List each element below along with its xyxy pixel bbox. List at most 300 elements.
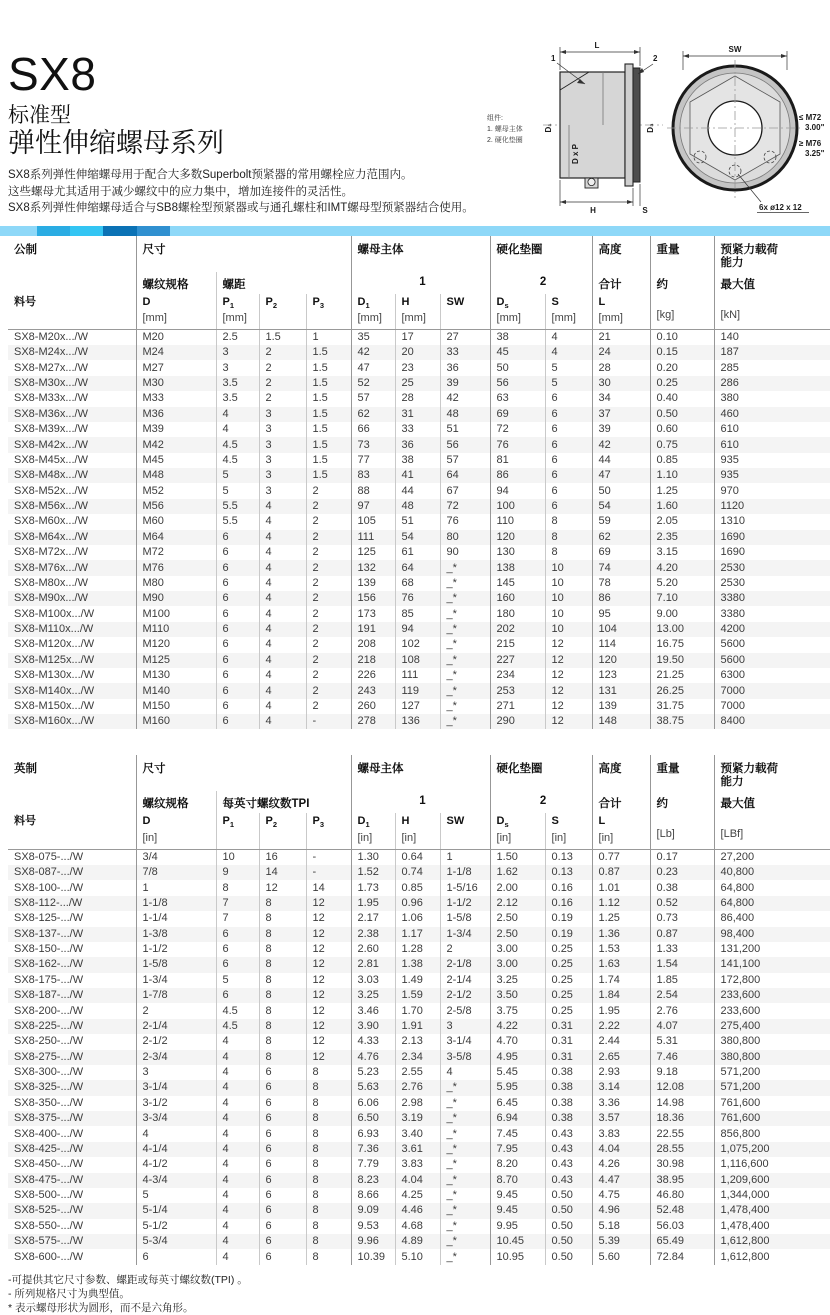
table-row xyxy=(8,637,830,652)
value-cell: 42 xyxy=(592,437,650,452)
value-cell: 120 xyxy=(490,530,545,545)
value-cell: 6 xyxy=(259,1249,306,1264)
table-row xyxy=(8,391,830,406)
subheader-nut-number: 1 xyxy=(351,791,490,813)
value-cell: 4 xyxy=(545,329,592,345)
drawing-legend-title: 组件: xyxy=(487,115,503,122)
value-cell: 290 xyxy=(490,714,545,729)
value-cell: 4.76 xyxy=(351,1050,395,1065)
value-cell: 8400 xyxy=(714,714,830,729)
part-number-cell: SX8-450-.../W xyxy=(14,1158,84,1171)
value-cell: 4 xyxy=(216,1080,259,1095)
value-cell: 1.38 xyxy=(395,957,440,972)
value-cell: M60 xyxy=(136,514,216,529)
column-header-P1: $P_1$ [mm] xyxy=(216,294,259,330)
value-cell: 278 xyxy=(351,714,395,729)
value-cell: 3-1/2 xyxy=(136,1096,216,1111)
part-number-cell: SX8-525-.../W xyxy=(14,1204,84,1217)
table-row xyxy=(8,545,830,560)
value-cell: 6 xyxy=(216,942,259,957)
value-cell: 1,344,000 xyxy=(714,1188,830,1203)
value-cell: 78 xyxy=(592,576,650,591)
value-cell: 5.39 xyxy=(592,1234,650,1249)
value-cell: 4.70 xyxy=(490,1034,545,1049)
value-cell: 0.25 xyxy=(650,376,714,391)
value-cell: 7.46 xyxy=(650,1050,714,1065)
value-cell: 80 xyxy=(440,530,490,545)
value-cell: 4 xyxy=(259,714,306,729)
value-cell: - xyxy=(306,714,351,729)
value-cell: 0.19 xyxy=(545,927,592,942)
value-cell: 0.25 xyxy=(545,988,592,1003)
drawing-legend-item1: 1. 螺母主体 xyxy=(487,126,523,133)
value-cell: 1.5 xyxy=(306,376,351,391)
table-row xyxy=(8,865,830,880)
value-cell: 28 xyxy=(395,391,440,406)
value-cell: 0.25 xyxy=(545,973,592,988)
value-cell: 2.34 xyxy=(395,1050,440,1065)
value-cell: 3 xyxy=(216,345,259,360)
group-header-size: 尺寸 xyxy=(136,236,351,272)
value-cell: 120 xyxy=(592,653,650,668)
value-cell: 0.38 xyxy=(545,1080,592,1095)
value-cell: 4 xyxy=(216,1034,259,1049)
part-number-cell: SX8-M48x.../W xyxy=(14,469,88,482)
value-cell: 6 xyxy=(259,1142,306,1157)
value-cell: 4.68 xyxy=(395,1219,440,1234)
table-row xyxy=(8,560,830,575)
value-cell: 6 xyxy=(259,1126,306,1141)
part-number-cell: SX8-550-.../W xyxy=(14,1219,84,1232)
value-cell: 253 xyxy=(490,683,545,698)
part-number-cell: SX8-M76x.../W xyxy=(14,561,88,574)
value-cell: 1-7/8 xyxy=(136,988,216,1003)
value-cell: M39 xyxy=(136,422,216,437)
value-cell: 3380 xyxy=(714,606,830,621)
value-cell: 3.46 xyxy=(351,1003,395,1018)
value-cell: 8.20 xyxy=(490,1157,545,1172)
value-cell: M140 xyxy=(136,683,216,698)
value-cell: 3 xyxy=(136,1065,216,1080)
value-cell: 5.60 xyxy=(592,1249,650,1264)
value-cell: 5.63 xyxy=(351,1080,395,1095)
value-cell: 1.5 xyxy=(306,437,351,452)
table-row xyxy=(8,849,830,865)
part-number-cell: SX8-M56x.../W xyxy=(14,500,88,512)
value-cell: 1-5/16 xyxy=(440,880,490,895)
value-cell: 0.64 xyxy=(395,849,440,865)
table-row xyxy=(8,1249,830,1264)
value-cell: 62 xyxy=(592,530,650,545)
value-cell: 2.17 xyxy=(351,911,395,926)
value-cell: 6 xyxy=(216,668,259,683)
value-cell: 4 xyxy=(216,1065,259,1080)
value-cell: _* xyxy=(440,606,490,621)
value-cell: M33 xyxy=(136,391,216,406)
value-cell: M160 xyxy=(136,714,216,729)
value-cell: 0.10 xyxy=(650,329,714,345)
value-cell: 233,600 xyxy=(714,988,830,1003)
value-cell: 1-5/8 xyxy=(440,911,490,926)
value-cell: 6 xyxy=(545,437,592,452)
value-cell: _* xyxy=(440,1234,490,1249)
part-number-cell: SX8-175-.../W xyxy=(14,973,84,986)
value-cell: 6 xyxy=(259,1188,306,1203)
value-cell: 8 xyxy=(545,530,592,545)
value-cell: 5.23 xyxy=(351,1065,395,1080)
value-cell: 1-5/8 xyxy=(136,957,216,972)
value-cell: 39 xyxy=(440,376,490,391)
value-cell: 156 xyxy=(351,591,395,606)
value-cell: 0.96 xyxy=(395,896,440,911)
value-cell: 8 xyxy=(306,1157,351,1172)
value-cell: 7/8 xyxy=(136,865,216,880)
value-cell: 4 xyxy=(216,1142,259,1157)
value-cell: 6 xyxy=(259,1065,306,1080)
value-cell: 85 xyxy=(395,606,440,621)
value-cell: 72 xyxy=(440,499,490,514)
value-cell: 6 xyxy=(216,699,259,714)
value-cell: 1.74 xyxy=(592,973,650,988)
value-cell: 12 xyxy=(306,1003,351,1018)
value-cell: 0.38 xyxy=(545,1111,592,1126)
column-header-D: D [mm] xyxy=(136,294,216,330)
value-cell: 38 xyxy=(490,329,545,345)
value-cell: 1,478,400 xyxy=(714,1203,830,1218)
table-corner-label: 公制 xyxy=(14,243,37,256)
value-cell: 4 xyxy=(216,1050,259,1065)
value-cell: 271 xyxy=(490,699,545,714)
value-cell: 41 xyxy=(395,468,440,483)
value-cell: 9.45 xyxy=(490,1203,545,1218)
dim-label-DxP: D x P xyxy=(571,143,580,165)
value-cell: 187 xyxy=(714,345,830,360)
value-cell: 1,075,200 xyxy=(714,1142,830,1157)
value-cell: 10.45 xyxy=(490,1234,545,1249)
value-cell: M125 xyxy=(136,653,216,668)
value-cell: 3-1/4 xyxy=(440,1034,490,1049)
value-cell: 856,800 xyxy=(714,1126,830,1141)
footnote: * 表示螺母形状为圆形，而不是六角形。 xyxy=(8,1301,194,1314)
value-cell: M24 xyxy=(136,345,216,360)
table-row xyxy=(8,422,830,437)
value-cell: 94 xyxy=(490,483,545,498)
value-cell: 8 xyxy=(259,911,306,926)
value-cell: 3-3/4 xyxy=(136,1111,216,1126)
part-number-cell: SX8-M110x.../W xyxy=(14,623,94,635)
value-cell: 1.25 xyxy=(592,911,650,926)
value-cell: 4 xyxy=(216,1188,259,1203)
value-cell: 215 xyxy=(490,637,545,652)
value-cell: 83 xyxy=(351,468,395,483)
value-cell: 4 xyxy=(216,1234,259,1249)
value-cell: 0.31 xyxy=(545,1050,592,1065)
value-cell: 0.13 xyxy=(545,865,592,880)
part-number-cell: SX8-M45x.../W xyxy=(14,453,88,466)
column-header-P3: $P_3$ xyxy=(306,813,351,849)
part-number-cell: SX8-200-.../W xyxy=(14,1004,84,1017)
page-subtitle-series: 弹性伸缩螺母系列 xyxy=(8,128,224,158)
table-row xyxy=(8,1096,830,1111)
value-cell: 48 xyxy=(395,499,440,514)
value-cell: 0.16 xyxy=(545,880,592,895)
value-cell: 14.98 xyxy=(650,1096,714,1111)
value-cell: 8 xyxy=(259,1003,306,1018)
value-cell: 6 xyxy=(259,1157,306,1172)
value-cell: 1.28 xyxy=(395,942,440,957)
value-cell: 67 xyxy=(440,483,490,498)
column-header-D1: $D_1$ [in] xyxy=(351,813,395,849)
value-cell: 4.22 xyxy=(490,1019,545,1034)
value-cell: 5-1/4 xyxy=(136,1203,216,1218)
value-cell: 4 xyxy=(259,606,306,621)
value-cell: 3380 xyxy=(714,591,830,606)
value-cell: 27 xyxy=(440,329,490,345)
value-cell: 52.48 xyxy=(650,1203,714,1218)
value-cell: 2 xyxy=(306,606,351,621)
value-cell: 0.38 xyxy=(545,1096,592,1111)
value-cell: 57 xyxy=(351,391,395,406)
value-cell: 6 xyxy=(545,468,592,483)
value-cell: - xyxy=(306,865,351,880)
value-cell: 4.47 xyxy=(592,1173,650,1188)
value-cell: 2 xyxy=(440,942,490,957)
value-cell: 8 xyxy=(259,1034,306,1049)
part-number-cell: SX8-350-.../W xyxy=(14,1096,84,1109)
value-cell: 7.79 xyxy=(351,1157,395,1172)
value-cell: 2 xyxy=(259,345,306,360)
value-cell: 227 xyxy=(490,653,545,668)
value-cell: 6.45 xyxy=(490,1096,545,1111)
value-cell: _* xyxy=(440,1203,490,1218)
value-cell: 6 xyxy=(259,1219,306,1234)
value-cell: 2 xyxy=(259,391,306,406)
value-cell: 1.5 xyxy=(306,468,351,483)
value-cell: 1.10 xyxy=(650,468,714,483)
value-cell: 4.04 xyxy=(395,1173,440,1188)
value-cell: 2 xyxy=(306,699,351,714)
value-cell: 42 xyxy=(351,345,395,360)
value-cell: M72 xyxy=(136,545,216,560)
value-cell: 1120 xyxy=(714,499,830,514)
value-cell: 4 xyxy=(259,653,306,668)
value-cell: 2 xyxy=(259,360,306,375)
value-cell: 7.95 xyxy=(490,1142,545,1157)
value-cell: 123 xyxy=(592,668,650,683)
value-cell: 95 xyxy=(592,606,650,621)
value-cell: 4 xyxy=(259,499,306,514)
value-cell: 10 xyxy=(545,606,592,621)
value-cell: M36 xyxy=(136,407,216,422)
table-row xyxy=(8,376,830,391)
value-cell: 1,478,400 xyxy=(714,1219,830,1234)
table-row xyxy=(8,957,830,972)
value-cell: _* xyxy=(440,668,490,683)
value-cell: 2 xyxy=(306,545,351,560)
value-cell: 1.95 xyxy=(592,1003,650,1018)
group-header-nut-body: 螺母主体 xyxy=(351,755,490,791)
value-cell: 571,200 xyxy=(714,1065,830,1080)
value-cell: 6 xyxy=(216,622,259,637)
value-cell: 12 xyxy=(545,653,592,668)
value-cell: 8 xyxy=(216,880,259,895)
value-cell: 33 xyxy=(440,345,490,360)
value-cell: 2.54 xyxy=(650,988,714,1003)
table-row xyxy=(8,988,830,1003)
table-row xyxy=(8,360,830,375)
value-cell: 5 xyxy=(216,468,259,483)
value-cell: 62 xyxy=(351,407,395,422)
value-cell: 1-3/8 xyxy=(136,927,216,942)
imperial-table-header xyxy=(8,755,830,849)
value-cell: 6.50 xyxy=(351,1111,395,1126)
value-cell: 0.25 xyxy=(545,942,592,957)
value-cell: 935 xyxy=(714,468,830,483)
value-cell: 44 xyxy=(395,483,440,498)
value-cell: 21 xyxy=(592,329,650,345)
value-cell: 0.77 xyxy=(592,849,650,865)
value-cell: 97 xyxy=(351,499,395,514)
group-header-height: 高度 xyxy=(592,755,650,791)
value-cell: 173 xyxy=(351,606,395,621)
value-cell: 61 xyxy=(395,545,440,560)
value-cell: 30.98 xyxy=(650,1157,714,1172)
value-cell: 2-1/8 xyxy=(440,957,490,972)
part-number-cell: SX8-300-.../W xyxy=(14,1066,84,1079)
value-cell: 2-1/4 xyxy=(136,1019,216,1034)
subheader-washer-number: 2 xyxy=(490,791,592,813)
value-cell: _* xyxy=(440,1126,490,1141)
holes-note: 6x ø12 x 12 xyxy=(759,203,802,212)
value-cell: 191 xyxy=(351,622,395,637)
drawing-legend-item2: 2. 硬化垫圈 xyxy=(487,137,523,144)
table-row xyxy=(8,1065,830,1080)
value-cell: 2 xyxy=(306,483,351,498)
value-cell: 4 xyxy=(216,407,259,422)
table-row xyxy=(8,499,830,514)
value-cell: 2.55 xyxy=(395,1065,440,1080)
description-line: SX8系列弹性伸缩螺母适合与SB8螺栓型预紧器或与通孔螺柱和IMT螺母型预紧器结合使用。 xyxy=(8,202,474,214)
value-cell: 4 xyxy=(259,591,306,606)
value-cell: 65.49 xyxy=(650,1234,714,1249)
value-cell: 460 xyxy=(714,407,830,422)
value-cell: 4.5 xyxy=(216,1003,259,1018)
value-cell: 2.00 xyxy=(490,880,545,895)
value-cell: 100 xyxy=(490,499,545,514)
value-cell: 54 xyxy=(592,499,650,514)
value-cell: 2-1/2 xyxy=(440,988,490,1003)
value-cell: 1.01 xyxy=(592,880,650,895)
value-cell: 25 xyxy=(395,376,440,391)
value-cell: 10 xyxy=(545,591,592,606)
value-cell: 4.04 xyxy=(592,1142,650,1157)
value-cell: 5 xyxy=(545,376,592,391)
value-cell: 5-1/2 xyxy=(136,1219,216,1234)
value-cell: 130 xyxy=(490,545,545,560)
table-row xyxy=(8,606,830,621)
value-cell: 35 xyxy=(351,329,395,345)
value-cell: M100 xyxy=(136,606,216,621)
value-cell: 2 xyxy=(259,376,306,391)
table-row xyxy=(8,1142,830,1157)
value-cell: 7 xyxy=(216,896,259,911)
part-number-cell: SX8-575-.../W xyxy=(14,1235,84,1248)
value-cell: 6 xyxy=(545,391,592,406)
part-number-cell: SX8-M130x.../W xyxy=(14,669,95,682)
size-range-small-inch: 3.00" xyxy=(805,123,825,132)
value-cell: 73 xyxy=(351,437,395,452)
group-header-weight: 重量 xyxy=(650,755,714,791)
value-cell: 380,800 xyxy=(714,1034,830,1049)
value-cell: 160 xyxy=(490,591,545,606)
value-cell: 3.90 xyxy=(351,1019,395,1034)
value-cell: 2.76 xyxy=(650,1003,714,1018)
value-cell: M48 xyxy=(136,468,216,483)
part-number-cell: SX8-M120x.../W xyxy=(14,638,95,651)
value-cell: M76 xyxy=(136,560,216,575)
value-cell: 139 xyxy=(351,576,395,591)
part-number-cell: SX8-M90x.../W xyxy=(14,592,88,605)
table-row xyxy=(8,668,830,683)
group-header-size: 尺寸 xyxy=(136,755,351,791)
value-cell: 86 xyxy=(490,468,545,483)
value-cell: 8 xyxy=(259,1019,306,1034)
value-cell: 26.25 xyxy=(650,683,714,698)
value-cell: 1.73 xyxy=(351,880,395,895)
value-cell: 0.15 xyxy=(650,345,714,360)
description-line: 这些螺母尤其适用于减少螺纹中的应力集中，增加连接件的灵活性。 xyxy=(8,185,353,198)
table-row xyxy=(8,911,830,926)
value-cell: 6 xyxy=(216,683,259,698)
value-cell: 88 xyxy=(351,483,395,498)
value-cell: 1.5 xyxy=(306,422,351,437)
value-cell: 0.25 xyxy=(545,1003,592,1018)
value-cell: 102 xyxy=(395,637,440,652)
value-cell: 38.95 xyxy=(650,1173,714,1188)
column-header-load-unit: [kN] xyxy=(714,294,830,330)
value-cell: 234 xyxy=(490,668,545,683)
value-cell: 90 xyxy=(440,545,490,560)
value-cell: 0.13 xyxy=(545,849,592,865)
value-cell: 5.20 xyxy=(650,576,714,591)
value-cell: 1.06 xyxy=(395,911,440,926)
value-cell: 12 xyxy=(306,927,351,942)
value-cell: 4 xyxy=(259,545,306,560)
value-cell: 86 xyxy=(592,591,650,606)
accent-bar xyxy=(0,226,830,236)
value-cell: 3.36 xyxy=(592,1096,650,1111)
value-cell: _* xyxy=(440,1219,490,1234)
table-row xyxy=(8,653,830,668)
value-cell: M27 xyxy=(136,360,216,375)
value-cell: 1.85 xyxy=(650,973,714,988)
value-cell: 16 xyxy=(259,849,306,865)
value-cell: M64 xyxy=(136,530,216,545)
value-cell: 3.5 xyxy=(216,376,259,391)
value-cell: 51 xyxy=(440,422,490,437)
footnote: -可提供其它尺寸参数、螺距或每英寸螺纹数(TPI) 。 xyxy=(8,1273,248,1286)
table-row xyxy=(8,1003,830,1018)
value-cell: 72.84 xyxy=(650,1249,714,1264)
value-cell: 8 xyxy=(306,1234,351,1249)
part-number-cell: SX8-M100x.../W xyxy=(14,607,95,620)
part-number-cell: SX8-475-.../W xyxy=(14,1173,84,1186)
value-cell: 6 xyxy=(259,1111,306,1126)
value-cell: 108 xyxy=(395,653,440,668)
value-cell: 1-1/8 xyxy=(136,896,216,911)
part-number-cell: SX8-600-.../W xyxy=(14,1250,84,1263)
header-spacer xyxy=(8,791,136,813)
